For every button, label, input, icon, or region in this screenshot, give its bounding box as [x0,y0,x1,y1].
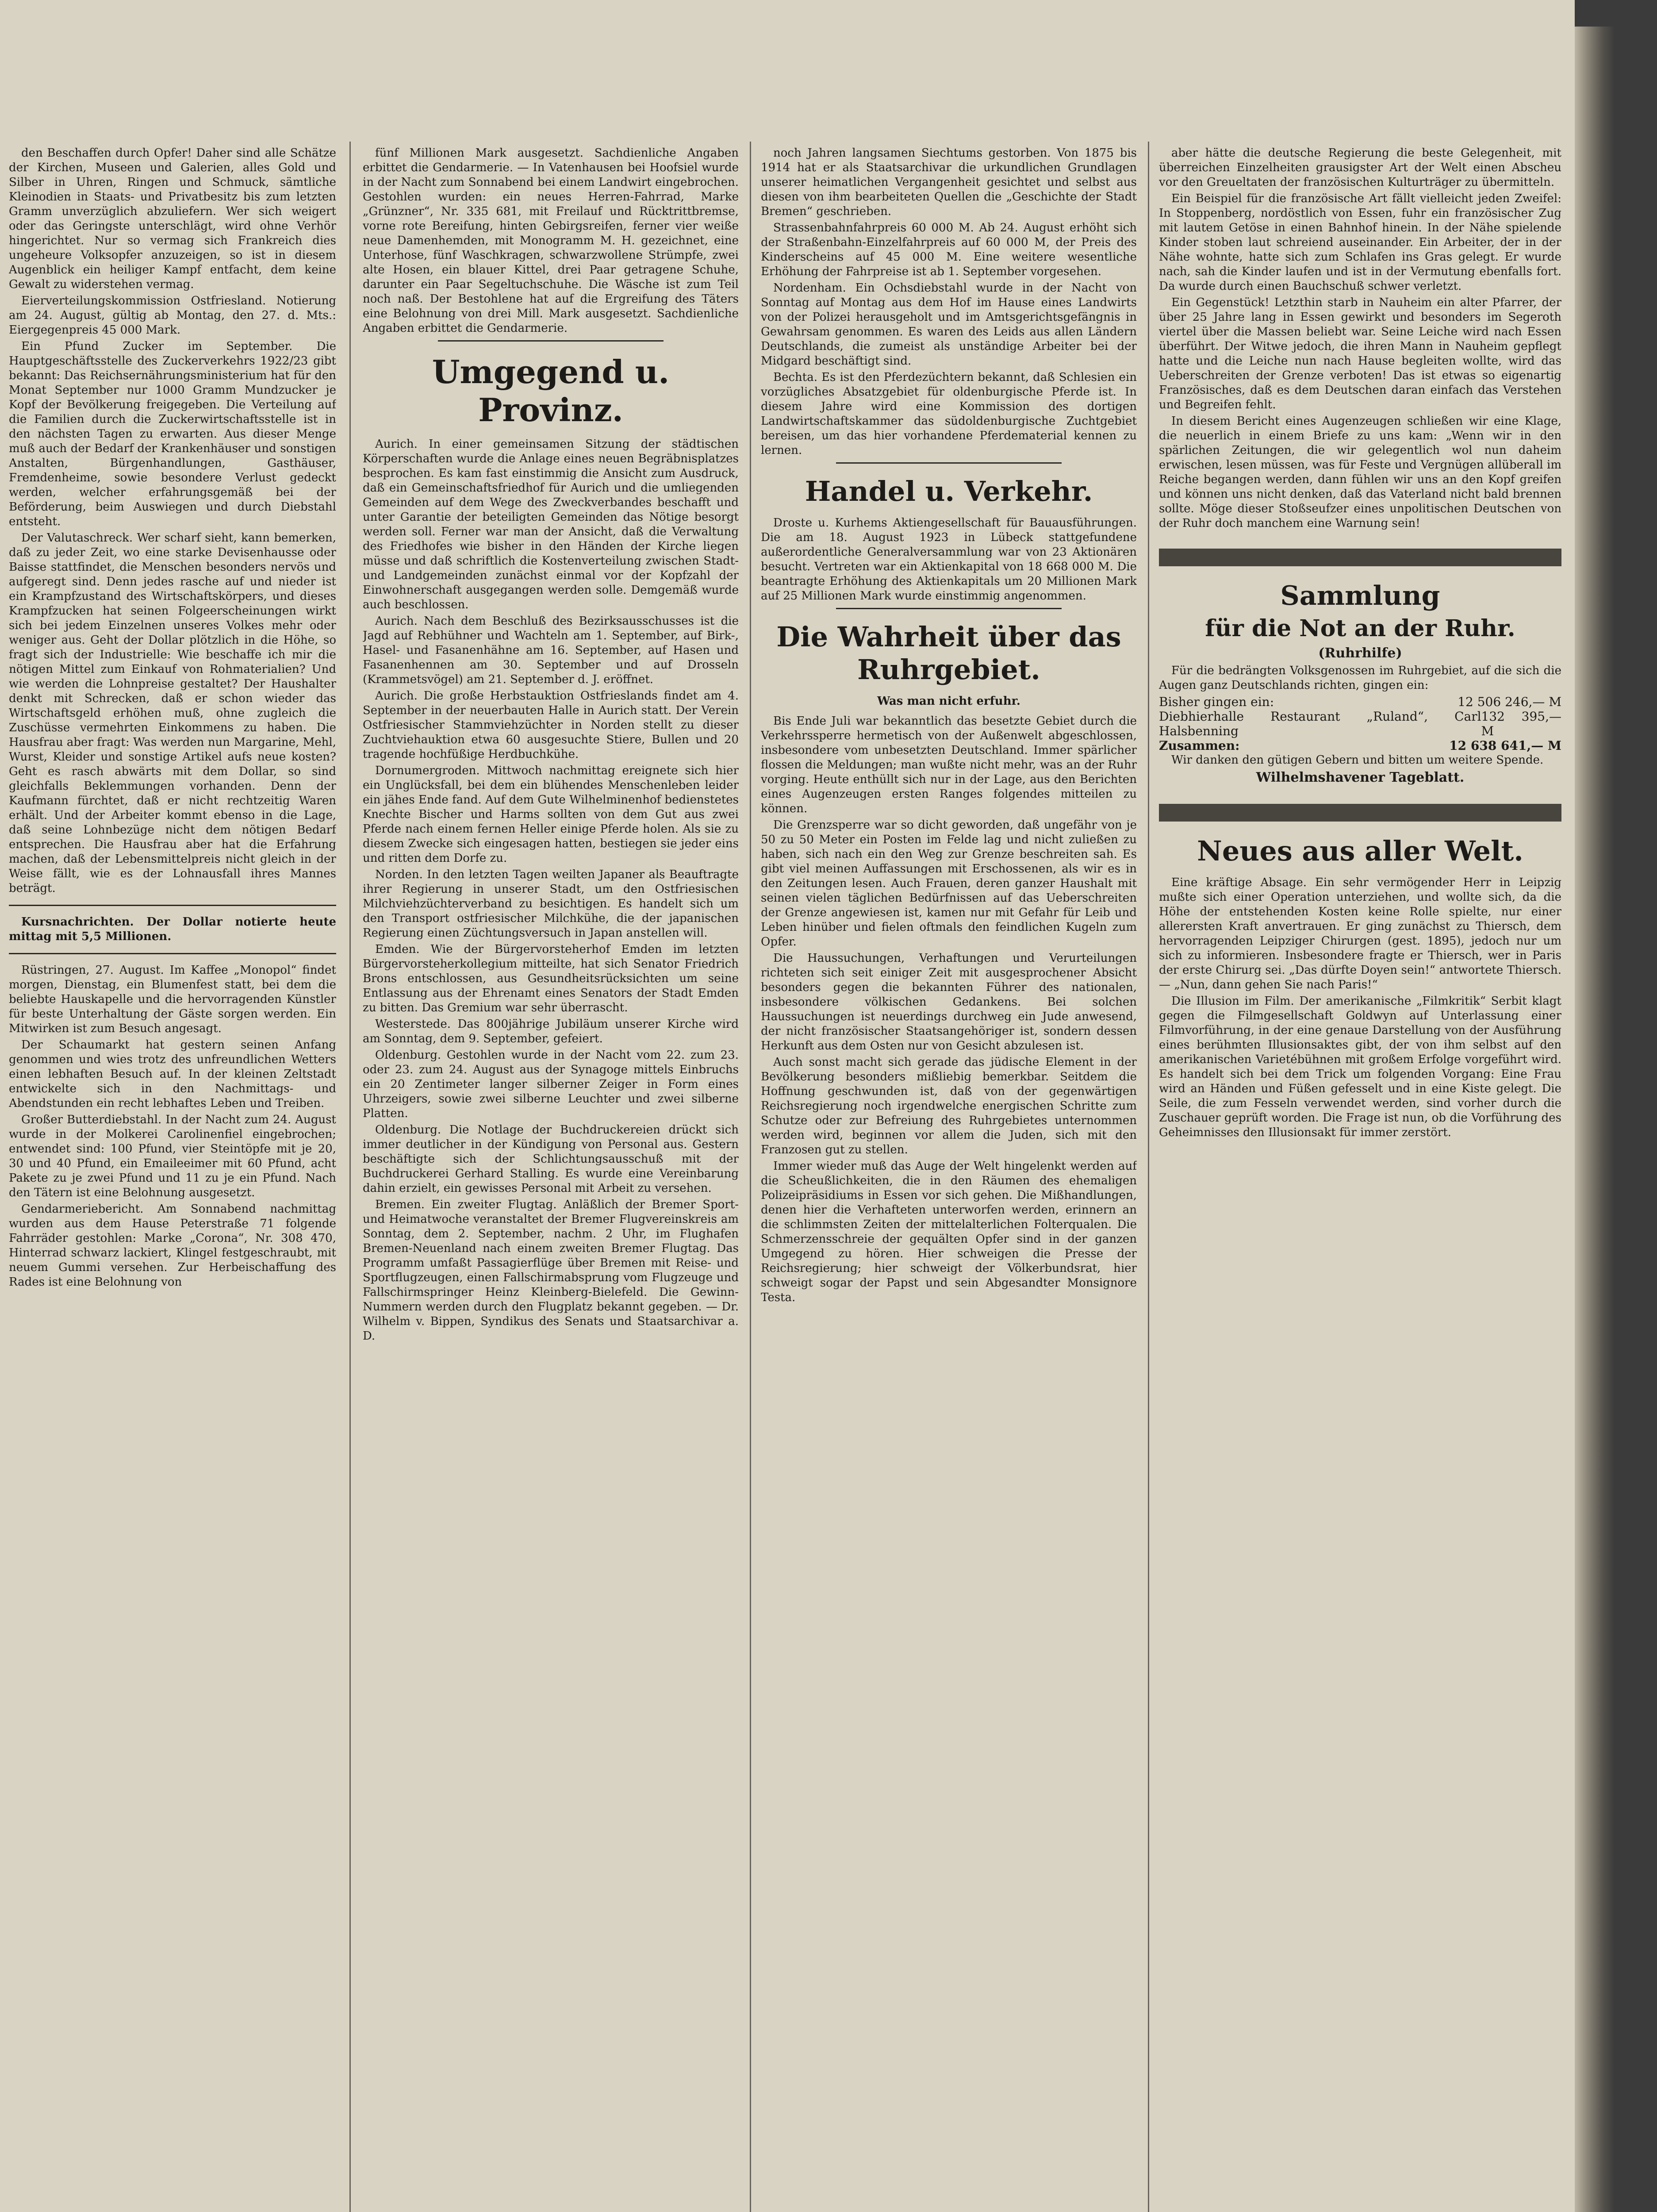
box-title-line2: für die Not an der Ruhr. [1205,615,1515,642]
article-paragraph: Gendarmeriebericht. Am Sonnabend nachmittag wurden aus dem Hause Peterstraße 71 folgende Fahrräder gestohlen: Marke „Corona“, Nr. 308 470, Hinterrad schwarz lackiert, Klingel festgeschraubt, mit neuem Gummi versehen. Zur Herbeischaffung des Rades ist eine Belohnung von [9,1202,336,1289]
article-paragraph: Nordenham. Ein Ochsdiebstahl wurde in der Nacht von Sonntag auf Montag aus dem Hof im Hause eines Landwirts von der Polizei herausgeholt und im Amtsgerichtsgefängnis in Gewahrsam genommen. Es waren des Leids aus allen Ländern Deutschlands, die zumeist als unständige Arbeiter bei der Midgard beschäftigt sind. [761,281,1137,368]
amount-value: 12 506 246,— M [1458,695,1561,709]
article-paragraph: Ein Beispiel für die französische Art fällt vielleicht jeden Zweifel: In Stoppenberg, nordöstlich von Essen, fuhr ein französischer Zug mit lautem Getöse in einen Bahnhof hinein. In der Nähe spielende Kinder stoben laut schreiend auseinander. Ein Arbeiter, der in der Nähe wohnte, hatte sich zum Schlafen ins Gras gelegt. Er wurde nach, sah die Kinder laufen und ist in der Vermutung ebenfalls fort. Da wurde durch einen Bauchschuß schwer verletzt. [1159,192,1561,293]
box-title: Sammlung [1280,580,1440,611]
amount-value: 12 638 641,— M [1449,738,1561,753]
article-paragraph: Ein Gegenstück! Letzthin starb in Nauheim ein alter Pfarrer, der über 25 Jahre lang in Essen gewirkt und besonders im Segeroth viertel über die Massen beliebt war. Seine Leiche wird nach Essen überführt. Der Witwe jedoch, die ihren Mann in Nauheim gepflegt hatte und die Leiche nun nach Hause begleiten wollte, wird das Ueberschreiten der Grenze verboten! Das ist etwas so eigenartig Französisches, daß es dem Deutschen daran einfach das Verstehen und Begreifen fehlt. [1159,296,1561,411]
divider [836,608,1062,609]
article-paragraph: Ein Pfund Zucker im September. Die Hauptgeschäftsstelle des Zuckerverkehrs 1922/23 gibt bekannt: Das Reichsernährungsministerium hat für den Monat September nur 1000 Gramm Mundzucker je Kopf der Bevölkerung freigegeben. Die Verteilung auf die Familien durch die Zuckerwirtschaftsstelle ist in den nächsten Tagen zu erwarten. Aus dieser Menge muß auch der Bedarf der Krankenhäuser und sonstigen Anstalten, Bürgenhandlungen, Gasthäuser, Fremdenheime, sowie besondere Verlust gedeckt werden, welcher erfahrungsgemäß bei der Beförderung, beim Auswiegen und durch Diebstahl entsteht. [9,340,336,528]
section-title: Handel u. Verkehr. [805,475,1093,507]
story-title: Die Wahrheit über das Ruhrgebiet. [776,621,1121,686]
amount-row [1159,709,1561,738]
box-intro: Für die bedrängten Volksgenossen im Ruhrgebiet, auf die sich die Augen ganz Deutschlands richten, gingen ein: [1159,664,1561,692]
article-paragraph: Aurich. Die große Herbstauktion Ostfrieslands findet am 4. September in der neuerbauten Halle in Aurich statt. Der Verein Ostfriesischer Stammviehzüchter in Norden stellt zu dieser Zuchtviehauktion etwa 60 ausgesuchte Stiere, Bullen und 20 tragende hochfüßige Herdbuchkühe. [363,689,739,761]
article-paragraph: Der Valutaschreck. Wer scharf sieht, kann bemerken, daß zu jeder Zeit, wo eine starke Devisenhausse oder Baisse stattfindet, die Menschen besonders nervös und aufgeregt sind. Denn jedes rasche auf und nieder ist ein Krampfzustand des Wirtschaftskörpers, und dieses Krampfzucken hat seinen Folgeerscheinungen wirkt sich bei jedem Einzelnen unseres Volkes mehr oder weniger aus. Geht der Dollar plötzlich in die Höhe, so fragt sich der Industrielle: Wie beschaffe ich mir die nötigen Mittel zum Einkauf von Rohmaterialien? Und wie werden die Lohnpreise gestaltet? Der Haushalter denkt mit Schrecken, daß er schon wieder das Wirtschaftsgeld erhöhen muß, ohne zugleich die Zuschüsse vermehrten Einkommens zu haben. Die Hausfrau aber fragt: Was werden nun Margarine, Mehl, Wurst, Kleider und sonstige Artikel aufs neue kosten? Geht es rasch abwärts mit dem Dollar, so sind gleichfalls Beklemmungen vorhanden. Denn der Kaufmann fürchtet, daß er nicht rechtzeitig Waren erhält. Und der Arbeiter kommt ebenso in die Lage, daß seine Lohnbezüge nicht dem nötigen Bedarf entsprechen. Die Hausfrau aber hat die Erfahrung machen, daß der Lebensmittelpreis nicht gleich in der Weise fällt, wie es der Lohnausfall ihres Mannes beträgt. [9,531,336,895]
box-top-bar [1159,549,1561,566]
article-paragraph: Bremen. Ein zweiter Flugtag. Anläßlich der Bremer Sport- und Heimatwoche veranstaltet der Bremer Flugvereinskreis am Sonntag, dem 2. September, nachm. 2 Uhr, im Flughafen Bremen-Neuenland nach einem zweiten Bremer Flugtag. Das Programm umfaßt Passagierflüge über Bremen mit Reise- und Sportflugzeugen, einen Fallschirmabsprung vom Flugzeuge und Fallschirmspringer Heinz Kleinberg-Bielefeld. Die Gewinn-Nummern werden durch den Flugplatz bekannt gegeben. — Dr. Wilhelm v. Bippen, Syndikus des Senats und Staatsarchivar a. D. [363,1198,739,1343]
amount-row-total [1159,738,1561,753]
article-paragraph: den Beschaffen durch Opfer! Daher sind alle Schätze der Kirchen, Museen und Galerien, alles Gold und Silber in Uhren, Ringen und Schmuck, sämtliche Kleinodien in Staats- und Privatbesitz bis zum letzten Gramm unverzüglich abzuliefern. Wer sich weigert oder das Geringste unterschlägt, wird ohne Verhör hingerichtet. Nur so vermag sich Frankreich dies ungeheure Volksopfer anzuzeigen, so ist in diesem Augenblick ein heiliger Kampf entfacht, dem keine Gewalt zu widerstehen vermag. [9,146,336,291]
article-paragraph: Oldenburg. Die Notlage der Buchdruckereien drückt sich immer deutlicher in der Kündigung von Personal aus. Gestern beschäftigte sich der Schlichtungsausschuß mit der Buchdruckerei Gerhard Stalling. Es wurde eine Vereinbarung dahin erzielt, ein gewisses Personal mit Arbeit zu versehen. [363,1123,739,1195]
article-paragraph: Der Schaumarkt hat gestern seinen Anfang genommen und wies trotz des unfreundlichen Wetters einen lebhaften Besuch auf. In der kleinen Zeltstadt entwickelte sich in den Nachmittags- und Abendstunden ein recht lebhaftes Leben und Treiben. [9,1038,336,1110]
article-paragraph: In diesem Bericht eines Augenzeugen schließen wir eine Klage, die neuerlich in einem Briefe zu uns kam: „Wenn wir in den spärlichen Zeitungen, die wir gelegentlich wol nun daheim erwischen, lesen müssen, was für Feste und Vergnügen allüberall im Reiche begangen werden, dann fühlen wir uns an den Kopf greifen und können uns nicht denken, daß das Vaterland nicht bald brennen sollte. Möge dieser Stoßseufzer eines unpolitischen Deutschen von der Ruhr doch manchem eine Warnung sein! [1159,415,1561,530]
article-paragraph: Westerstede. Das 800jährige Jubiläum unserer Kirche wird am Sonntag, dem 9. September, gefeiert. [363,1018,739,1045]
article-paragraph: fünf Millionen Mark ausgesetzt. Sachdienliche Angaben erbittet die Gendarmerie. — In Vatenhausen bei Hoofsiel wurde in der Nacht zum Sonnabend bei einem Landwirt eingebrochen. Gestohlen wurden: ein neues Herren-Fahrrad, Marke „Grünzner“, Nr. 335 681, mit Freilauf und Rücktrittbremse, vorne rote Bereifung, hinten Gebirgsreifen, ferner vier weiße neue Damenhemden, mit Monogramm M. H. gezeichnet, eine Unterhose, fünf Waschkragen, schwarzwollene Strümpfe, zwei alte Hosen, ein blauer Kittel, drei Paar getragene Schuhe, darunter ein Paar Segeltuchschuhe. Die Wäsche ist zum Teil noch naß. Der Bestohlene hat auf die Ergreifung des Täters eine Belohnung von drei Mill. Mark ausgesetzt. Sachdienliche Angaben erbittet die Gendarmerie. [363,146,739,335]
column-rule [750,142,751,2212]
box-bottom-bar [1159,804,1561,822]
article-paragraph: Auch sonst macht sich gerade das jüdische Element in der Bevölkerung besonders mißliebig bemerkbar. Seitdem die Hoffnung geschwunden ist, daß von der gegenwärtigen Reichsregierung noch irgendwelche energischen Schritte zum Schutze oder zur Befreiung des Ruhrgebietes unternommen werden wird, beginnen vor allem die Juden, sich mit den Franzosen gut zu stellen. [761,1056,1137,1156]
article-paragraph: aber hätte die deutsche Regierung die beste Gelegenheit, mit überreichen Einzelheiten grausigster Art der Welt einen Abscheu vor den Greueltaten der französischen Kulturträger zu übermitteln. [1159,146,1561,189]
amount-value: 132 395,— M [1481,709,1561,738]
story-subtitle: Was man nicht erfuhr. [877,695,1020,708]
article-paragraph: Eine kräftige Absage. Ein sehr vermögender Herr in Leipzig mußte sich einer Operation unterziehen, und wollte sich, da die Höhe der entstehenden Kosten keine Rolle spielte, nur einer allerersten Kraft anvertrauen. Er ging zunächst zu Thiersch, dem hervorragenden Leipziger Chirurgen (gest. 1895), jedoch nur um sich zu informieren. Insbesondere fragte er Thiersch, wer in Paris der erste Chirurg sei. „Das dürfte Doyen sein!“ antwortete Thiersch. — „Nun, dann gehen Sie nach Paris!“ [1159,876,1561,991]
article-paragraph: Aurich. In einer gemeinsamen Sitzung der städtischen Körperschaften wurde die Anlage eines neuen Begräbnisplatzes besprochen. Es kam fast einstimmig die Ansicht zum Ausdruck, daß ein Gemeinschaftsfriedhof für Aurich und die umliegenden Gemeinden auf dem Wege des Zweckverbandes beschafft und unter Garantie der beteiligten Gemeinden das Nötige besorgt werden soll. Ferner war man der Ansicht, daß die Verwaltung des Friedhofes wie bisher in den Händen der Kirche liegen müsse und daß schriftlich die Kostenverteilung zwischen Stadt- und Landgemeinden zunächst einmal vor der Kopfzahl der Einwohnerschaft ausgegangen werden solle. Demgemäß wurde auch beschlossen. [363,438,739,611]
divider [836,462,1062,464]
column-world [1159,146,1561,2212]
article-paragraph: Rüstringen, 27. August. Im Kaffee „Monopol“ findet morgen, Dienstag, ein Blumenfest statt, bei dem die beliebte Hauskapelle und die hervorragenden Künstler für beste Unterhaltung der Gäste sorgen werden. Ein Mitwirken ist zum Besuch angesagt. [9,964,336,1035]
column-local-news [9,146,336,2212]
column-rule [1148,142,1149,2212]
box-signature: Wilhelmshavener Tageblatt. [1256,770,1465,785]
box-thanks: Wir danken den gütigen Gebern und bitten um weitere Spende. [1171,753,1544,767]
article-paragraph: Bechta. Es ist den Pferdezüchtern bekannt, daß Schlesien ein vorzügliches Absatzgebiet für oldenburgische Pferde ist. In diesem Jahre wird eine Kommission des dortigen Landwirtschaftskammer das südoldenburgische Zuchtgebiet bereisen, um das hier vorhandene Pferdematerial kennen zu lernen. [761,371,1137,457]
amount-label: Diebhierhalle Restaurant „Ruland“, Carl Halsbenning [1159,709,1481,738]
article-paragraph: Großer Butterdiebstahl. In der Nacht zum 24. August wurde in der Molkerei Carolinenfiel eingebrochen; entwendet sind: 100 Pfund, vier Steintöpfe mit je 20, 30 und 40 Pfund, ein Emaileeimer mit 60 Pfund, acht Pakete zu je zwei Pfund und 11 zu je ein Pfund. Nach den Tätern ist eine Belohnung ausgesetzt. [9,1113,336,1199]
article-paragraph: Bis Ende Juli war bekanntlich das besetzte Gebiet durch die Verkehrssperre hermetisch von der Außenwelt abgeschlossen, insbesondere vom unbesetzten Deutschland. Immer spärlicher flossen die Meldungen; man wußte nicht mehr, was an der Ruhr vorging. Heute enthüllt sich nur in der Lage, aus den Berichten eines Augenzeugen ersten Ranges folgendes mitteilen zu können. [761,714,1137,815]
divider [9,905,336,906]
divider [438,340,664,342]
article-paragraph: Die Haussuchungen, Verhaftungen und Verurteilungen richteten sich seit einiger Zeit mit ausgesprochener Absicht besonders gegen die bekannten Führer des nationalen, insbesondere völkischen Gedankens. Bei solchen Haussuchungen ist neuerdings durchweg ein Jude anwesend, der nicht französischer Staatsangehöriger ist, sondern dessen Herkunft aus dem Osten nur von Gesicht abzulesen ist. [761,952,1137,1052]
article-paragraph: Emden. Wie der Bürgervorsteherhof Emden im letzten Bürgervorsteherkollegium mitteilte, hat sich Senator Friedrich Brons entschlossen, aus Gesundheitsrücksichten um seine Entlassung aus der Ehrenamt eines Senators der Stadt Emden zu bitten. Das Gremium war sehr überrascht. [363,943,739,1014]
article-paragraph: Die Grenzsperre war so dicht geworden, daß ungefähr von je 50 zu 50 Meter ein Posten im Felde lag und nicht zuließen zu haben, sich nach ein den Weg zur Grenze beschreiten sah. Es gibt viel meinen Auffassungen mit Erschossenen, als wir es in den Zeitungen lesen. Auch Frauen, deren ganzer Haushalt mit seinen vielen täglichen Bedürfnissen auf das Ueberschreiten der Grenze angewiesen ist, kamen nur mit Gefahr für Leib und Leben hinüber und fielen oftmals den feindlichen Kugeln zum Opfer. [761,818,1137,949]
article-paragraph: Aurich. Nach dem Beschluß des Bezirksausschusses ist die Jagd auf Rebhühner und Wachteln am 1. September, auf Birk-, Hasel- und Fasanenhähne am 16. September, auf Hasen und Fasanenhennen am 30. September und auf Drosseln (Krammetsvögel) am 21. September d. J. eröffnet. [363,614,739,686]
article-paragraph: Die Illusion im Film. Der amerikanische „Filmkritik“ Serbit klagt gegen die Filmgesellschaft Goldwyn auf Unterlassung einer Filmvorführung, in der eine genaue Darstellung von der Ausführung eines berühmten Illusionsaktes gibt, der von ihm selbst auf den amerikanischen Varietébühnen mit großem Erfolge vorgeführt wird. Es handelt sich bei dem Trick um folgenden Vorgang: Eine Frau wird an Händen und Füßen gefesselt und in eine Kiste gelegt. Die Seile, die zum Fesseln verwendet werden, sind vorher durch die Zuschauer geprüft worden. Die Frage ist nun, ob die Vorführung des Geheimnisses den Illusionsakt für immer zerstört. [1159,995,1561,1139]
column-rule [349,142,351,2212]
amount-label: Zusammen: [1159,738,1240,753]
article-paragraph: Norden. In den letzten Tagen weilten Japaner als Beauftragte ihrer Regierung in unserer Stadt, um den Ostfriesischen Milchviehzüchterverband zu besichtigen. Es handelt sich um den Transport ostfriesischer Milchkühe, die der japanischen Regierung einen Züchtungsversuch in Japan anstellen will. [363,868,739,940]
section-title: Umgegend u. Provinz. [432,353,670,429]
page-edge-shadow [1575,27,1615,2212]
exchange-rate-note: Kursnachrichten. Der Dollar notierte heute mittag mit 5,5 Millionen. [9,915,336,943]
article-paragraph: Droste u. Kurhems Aktiengesellschaft für Bauausführungen. Die am 18. August 1923 in Lübeck stattgefundene außerordentliche Generalversammlung war von 23 Aktionären besucht. Vertreten war ein Aktienkapital von 18 668 000 M. Die beantragte Erhöhung des Aktienkapitals um 20 Millionen Mark auf 25 Millionen Mark wurde einstimmig angenommen. [761,516,1137,603]
box-subtitle: (Ruhrhilfe) [1318,645,1402,661]
ruhr-collection-box [1159,549,1561,822]
article-paragraph: Strassenbahnfahrpreis 60 000 M. Ab 24. August erhöht sich der Straßenbahn-Einzelfahrpreis auf 60 000 M, der Preis des Kinderscheins auf 45 000 M. Eine weitere wesentliche Erhöhung der Fahrpreise ist ab 1. September vorgesehen. [761,221,1137,278]
section-title: Neues aus aller Welt. [1197,835,1523,867]
amount-row [1159,695,1561,709]
amount-label: Bisher gingen ein: [1159,695,1274,709]
column-trade [761,146,1137,2212]
article-paragraph: Dornumergroden. Mittwoch nachmittag ereignete sich hier ein Unglücksfall, bei dem ein blühendes Menschenleben leider ein jähes Ende fand. Auf dem Gute Wilhelminenhof bedienstetes Knechte Bischer und Harms sollten von dem Gut aus zwei Pferde nach einem fernen Heller einige Pferde holen. Als sie zu diesem Zwecke sich eingesagen hatten, bestiegen sie jeder eins und ritten dem Dorfe zu. [363,764,739,865]
article-paragraph: Oldenburg. Gestohlen wurde in der Nacht vom 22. zum 23. oder 23. zum 24. August aus der Synagoge mittels Einbruchs ein 20 Zentimeter langer silberner Zeiger in Form eines Uhrzeigers, sowie zwei silberne Leuchter und zwei silberne Platten. [363,1048,739,1120]
article-paragraph: Eierverteilungskommission Ostfriesland. Notierung am 24. August, gültig ab Montag, den 27. d. Mts.: Eiergegenpreis 45 000 Mark. [9,294,336,337]
column-region [363,146,739,2212]
article-paragraph: noch Jahren langsamen Siechtums gestorben. Von 1875 bis 1914 hat er als Staatsarchivar die urkundlichen Grundlagen unserer heimatlichen Vergangenheit gesichtet und selbst aus diesen von ihm bearbeiteten Quellen die „Geschichte der Stadt Bremen“ geschrieben. [761,146,1137,218]
article-paragraph: Immer wieder muß das Auge der Welt hingelenkt werden auf die Scheußlichkeiten, die in den Räumen des ehemaligen Polizeipräsidiums in Essen vor sich gehen. Die Mißhandlungen, denen hier die Verhafteten unterworfen werden, erinnern an die schlimmsten Zeiten der mittelalterlichen Folterqualen. Die Schmerzensschreie der gequälten Opfer sind in der ganzen Umgegend zu hören. Hier schweigen die Presse der Reichsregierung; hier schweigt der Völkerbundsrat, hier schweigt sogar der Papst und sein Abgesandter Monsignore Testa. [761,1160,1137,1304]
divider [9,953,336,954]
